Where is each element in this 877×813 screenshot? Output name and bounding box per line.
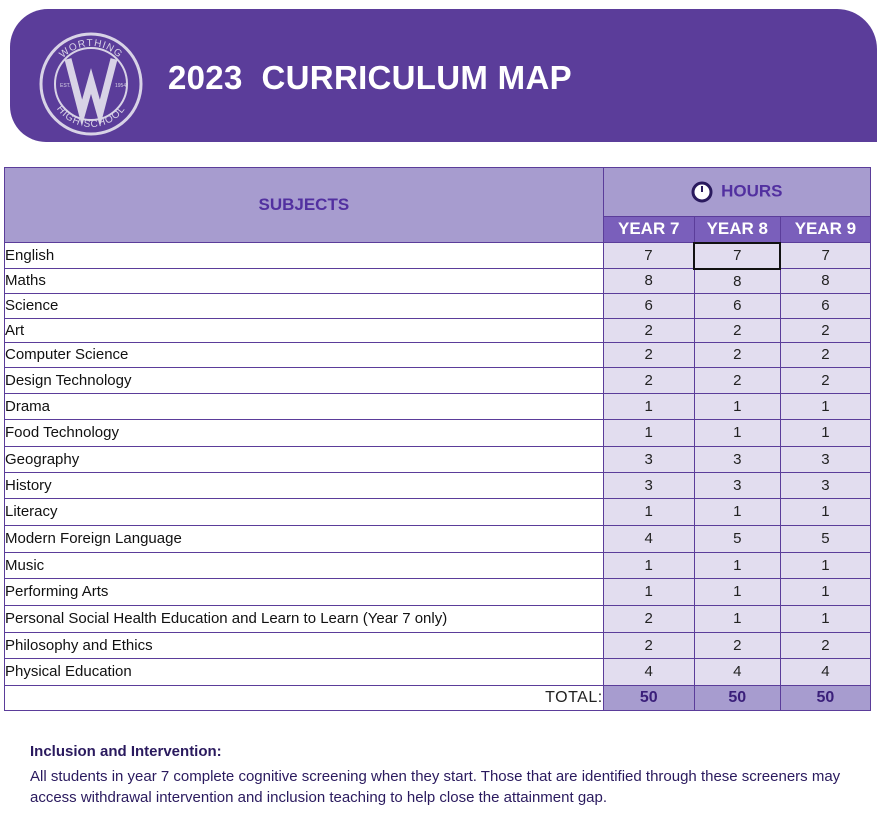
clock-icon [691,181,713,203]
subject-cell: Computer Science [5,342,604,367]
year-9-hours[interactable]: 8 [780,269,870,294]
table-row [5,578,871,605]
subject-cell: Food Technology [5,419,604,446]
year-7-hours[interactable]: 1 [603,498,694,525]
subject-cell: Art [5,318,604,342]
total-row [5,685,871,710]
year-9-hours[interactable]: 2 [780,318,870,342]
year-9-hours[interactable]: 1 [780,605,870,632]
total-label: TOTAL: [5,685,604,710]
total-year-7: 50 [603,685,694,710]
year-8-hours[interactable]: 1 [694,605,780,632]
subject-cell: Maths [5,269,604,294]
year-7-hours[interactable]: 2 [603,367,694,393]
year-7-hours[interactable]: 2 [603,342,694,367]
table-row [5,367,871,393]
table-row [5,318,871,342]
subject-cell: Personal Social Health Education and Learn to Learn (Year 7 only) [5,605,604,632]
curriculum-table [4,167,871,711]
year-7-header: YEAR 7 [603,216,694,242]
year-8-hours[interactable]: 2 [694,342,780,367]
year-7-hours[interactable]: 4 [603,658,694,685]
subject-cell: Modern Foreign Language [5,525,604,552]
table-row [5,525,871,552]
year-7-hours[interactable]: 1 [603,393,694,419]
year-9-hours[interactable]: 1 [780,578,870,605]
subject-cell: Physical Education [5,658,604,685]
year-8-hours[interactable]: 1 [694,578,780,605]
subject-cell: Performing Arts [5,578,604,605]
year-7-hours[interactable]: 6 [603,293,694,318]
page-title: 2023 CURRICULUM MAP [168,59,572,96]
year-9-hours[interactable]: 1 [780,498,870,525]
year-7-hours[interactable]: 2 [603,318,694,342]
year-8-hours[interactable]: 2 [694,318,780,342]
subjects-header: SUBJECTS [5,168,604,243]
hours-header [603,168,870,217]
year-8-hours[interactable]: 5 [694,525,780,552]
year-8-hours[interactable]: 2 [694,367,780,393]
subject-cell: Design Technology [5,367,604,393]
table-row [5,498,871,525]
table-row [5,658,871,685]
year-7-hours[interactable]: 1 [603,578,694,605]
subject-cell: Science [5,293,604,318]
year-7-hours[interactable]: 3 [603,472,694,498]
subject-cell: Geography [5,446,604,472]
table-row [5,552,871,578]
subject-cell: Drama [5,393,604,419]
year-9-hours[interactable]: 1 [780,393,870,419]
year-8-hours[interactable]: 1 [694,393,780,419]
year-8-hours[interactable]: 7 [694,243,780,269]
year-7-hours[interactable]: 8 [603,269,694,294]
year-7-hours[interactable]: 1 [603,419,694,446]
table-row [5,472,871,498]
year-8-hours[interactable]: 1 [694,498,780,525]
year-8-hours[interactable]: 3 [694,472,780,498]
table-row [5,393,871,419]
school-crest-icon [38,31,144,137]
year-9-hours[interactable]: 7 [780,243,870,269]
year-8-hours[interactable]: 1 [694,419,780,446]
year-9-hours[interactable]: 2 [780,342,870,367]
subject-cell: Philosophy and Ethics [5,632,604,658]
year-9-hours[interactable]: 6 [780,293,870,318]
year-7-hours[interactable]: 1 [603,552,694,578]
year-7-hours[interactable]: 2 [603,605,694,632]
logo-bottom-text: HIGH SCHOOL [54,103,128,131]
table-row [5,269,871,294]
year-7-hours[interactable]: 4 [603,525,694,552]
year-9-hours[interactable]: 5 [780,525,870,552]
year-9-hours[interactable]: 3 [780,472,870,498]
table-row [5,293,871,318]
year-9-hours[interactable]: 2 [780,632,870,658]
year-7-hours[interactable]: 3 [603,446,694,472]
year-8-hours[interactable]: 6 [694,293,780,318]
year-8-hours[interactable]: 8 [694,269,780,294]
year-8-hours[interactable]: 2 [694,632,780,658]
subject-cell: Music [5,552,604,578]
inclusion-title: Inclusion and Intervention: [30,743,222,760]
year-9-hours[interactable]: 4 [780,658,870,685]
header-banner [10,9,877,142]
year-8-hours[interactable]: 3 [694,446,780,472]
hours-label: HOURS [721,181,783,201]
total-year-8: 50 [694,685,780,710]
subject-cell: English [5,243,604,269]
year-7-hours[interactable]: 2 [603,632,694,658]
logo-left-text: EST. [60,83,71,89]
year-9-hours[interactable]: 1 [780,552,870,578]
year-7-hours[interactable]: 7 [603,243,694,269]
year-8-header: YEAR 8 [694,216,780,242]
year-9-hours[interactable]: 3 [780,446,870,472]
year-8-hours[interactable]: 4 [694,658,780,685]
year-9-header: YEAR 9 [780,216,870,242]
logo-right-text: 1954 [115,83,127,89]
year-9-hours[interactable]: 1 [780,419,870,446]
table-row [5,419,871,446]
total-year-9: 50 [780,685,870,710]
table-row [5,632,871,658]
table-row [5,446,871,472]
subject-cell: Literacy [5,498,604,525]
year-9-hours[interactable]: 2 [780,367,870,393]
logo-top-text: WORTHING [57,37,125,61]
inclusion-text: All students in year 7 complete cognitive screening when they start. Those that are identified through these screeners may access withdrawal intervention and inclusion teaching to help close the attainment gap. [30,768,841,806]
table-row [5,605,871,632]
year-8-hours[interactable]: 1 [694,552,780,578]
table-row [5,243,871,269]
subject-cell: History [5,472,604,498]
table-row [5,342,871,367]
